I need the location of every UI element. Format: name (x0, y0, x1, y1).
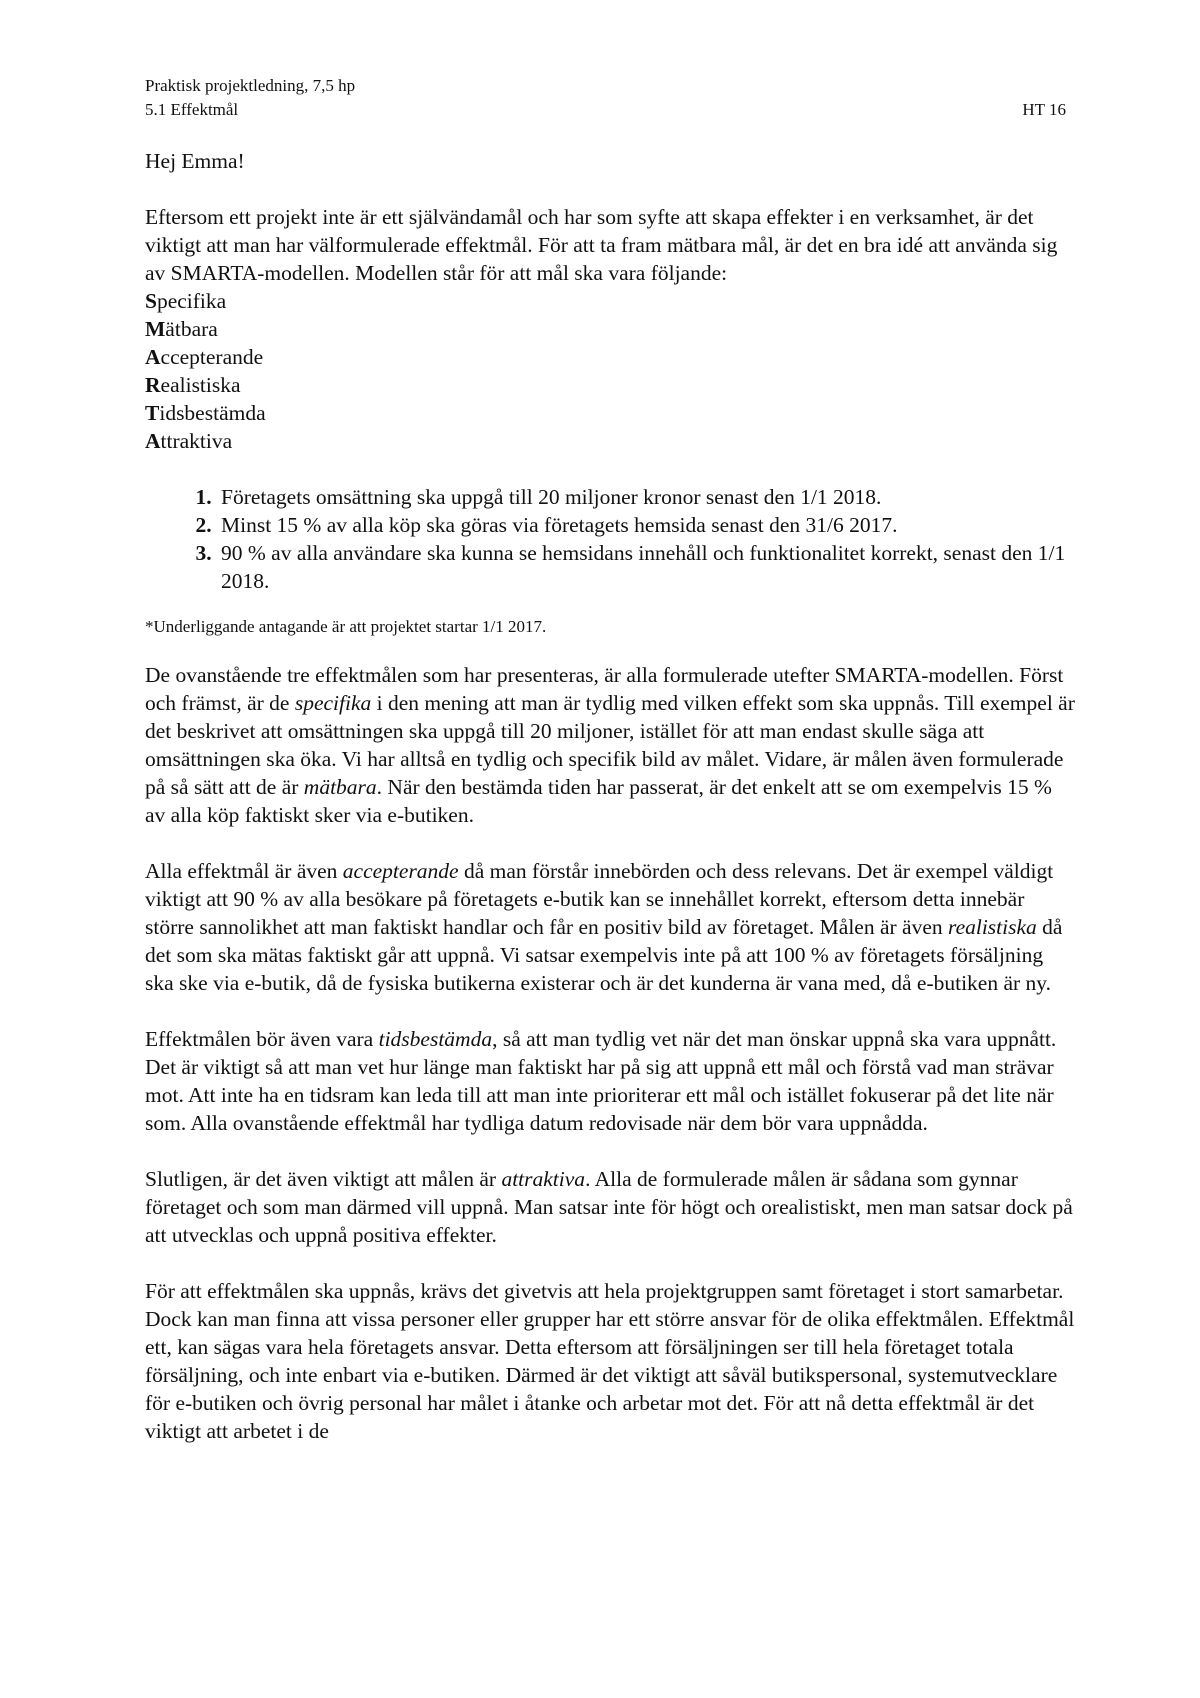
paragraph-attractive: Slutligen, är det även viktigt att målen är attraktiva. Alla de formulerade målen är sådana som gynnar företaget och som man därmed vill uppnå. Man satsar inte för högt och orealistiskt, men man satsar dock på att utvecklas och uppnå positiva effekter. (145, 1167, 1073, 1247)
document-body (145, 147, 1075, 1445)
goal-item: 3. 90 % av alla användare ska kunna se hemsidans innehåll och funktionalitet korrekt, senast den 1/1 2018. (217, 539, 1075, 595)
term-label: HT 16 (1022, 100, 1066, 119)
paragraph-specific-measurable: De ovanstående tre effektmålen som har presenteras, är alla formulerade utefter SMARTA-modellen. Först och främst, är de specifika i den mening att man är tydlig med vilken effekt som ska uppnås. Till exempel är det beskrivet att omsättningen ska uppgå till 20 miljoner, istället för att man endast skulle säga att omsättningen ska öka. Vi har alltså en tydlig och specifik bild av målet. Vidare, är målen även formulerade på så sätt att de är mätbara. När den bestämda tiden har passerat, är det enkelt att se om exempelvis 15 % av alla köp faktiskt sker via e-butiken. (145, 663, 1075, 827)
course-title: Praktisk projektledning, 7,5 hp (145, 76, 356, 95)
smarta-list (145, 287, 1075, 455)
smarta-item: Mätbara (145, 317, 218, 341)
page-header (145, 74, 1066, 122)
paragraph-responsibility: För att effektmålen ska uppnås, krävs det givetvis att hela projektgruppen samt företaget i stort samarbetar. Dock kan man finna att vissa personer eller grupper har ett större ansvar för de olika effektmålen. Effektmål ett, kan sägas vara hela företagets ansvar. Detta eftersom att försäljningen ser till hela företaget totala försäljning, och inte enbart via e-butiken. Därmed är det viktigt att såväl butikspersonal, systemutvecklare för e-butiken och övrig personal har målet i åtanke och arbetar mot det. För att nå detta effektmål är det viktigt att arbetet i de (145, 1279, 1075, 1443)
smarta-item: Realistiska (145, 373, 241, 397)
paragraph-time-bound: Effektmålen bör även vara tidsbestämda, så att man tydlig vet när det man önskar uppnå ska vara uppnått. Det är viktigt så att man vet hur länge man faktiskt har på sig att uppnå ett mål och förstå vad man strävar mot. Att inte ha en tidsram kan leda till att man inte prioriterar ett mål och istället fokuserar på det lite när som. Alla ovanstående effektmål har tydliga datum redovisade när dem bör vara uppnådda. (145, 1027, 1057, 1135)
intro-paragraph: Eftersom ett projekt inte är ett självändamål och har som syfte att skapa effekter i en verksamhet, är det viktigt att man har välformulerade effektmål. För att ta fram mätbara mål, är det en bra idé att använda sig av SMARTA-modellen. Modellen står för att mål ska vara följande: (145, 205, 1058, 285)
goal-item: 2. Minst 15 % av alla köp ska göras via företagets hemsida senast den 31/6 2017. (217, 511, 1075, 539)
goals-list (145, 483, 1075, 595)
footnote: *Underliggande antagande är att projektet startar 1/1 2017. (145, 617, 547, 636)
smarta-item: Accepterande (145, 345, 264, 369)
goal-item: 1. Företagets omsättning ska uppgå till 20 miljoner kronor senast den 1/1 2018. (217, 483, 1075, 511)
section-title: 5.1 Effektmål (145, 100, 239, 119)
smarta-item: Tidsbestämda (145, 401, 266, 425)
smarta-item: Specifika (145, 289, 227, 313)
header-row (145, 98, 1066, 122)
greeting: Hej Emma! (145, 149, 245, 173)
smarta-item: Attraktiva (145, 429, 233, 453)
paragraph-accepted-realistic: Alla effektmål är även accepterande då man förstår innebörden och dess relevans. Det är exempel väldigt viktigt att 90 % av alla besökare på företagets e-butik kan se innehållet korrekt, eftersom detta innebär större sannolikhet att man faktiskt handlar och får en positiv bild av företaget. Målen är även realistiska då det som ska mätas faktiskt går att uppnå. Vi satsar exempelvis inte på att 100 % av företagets försäljning ska ske via e-butik, då de fysiska butikerna existerar och är det kunderna är vana med, då e-butiken är ny. (145, 859, 1063, 995)
